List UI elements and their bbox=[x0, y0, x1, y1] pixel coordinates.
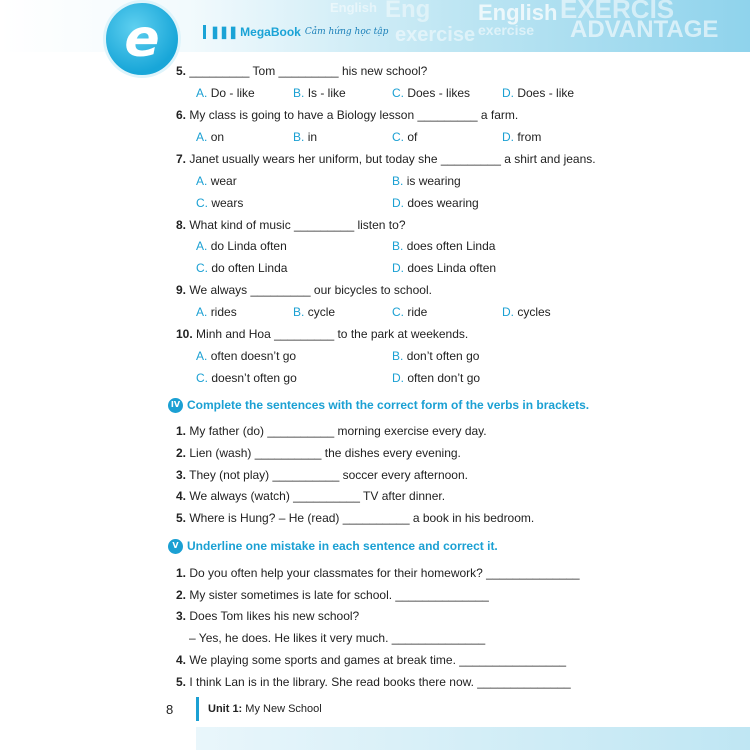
option-text: Do - like bbox=[210, 86, 255, 100]
exercise-item bbox=[176, 566, 580, 580]
option bbox=[392, 261, 496, 275]
exercise-item bbox=[189, 631, 485, 645]
question-number: 5. bbox=[176, 64, 187, 78]
option-letter: A. bbox=[196, 305, 208, 319]
option-letter: D. bbox=[502, 305, 514, 319]
brand-name: MegaBook bbox=[240, 25, 301, 39]
footer-unit bbox=[208, 703, 322, 715]
option bbox=[392, 196, 479, 210]
brand-slogan: Cảm hứng học tập bbox=[304, 27, 389, 37]
option bbox=[502, 86, 574, 100]
option bbox=[196, 196, 243, 210]
item-number: 3. bbox=[176, 468, 187, 482]
question bbox=[176, 152, 596, 166]
exercise-item bbox=[176, 446, 461, 460]
option-text: is wearing bbox=[406, 174, 461, 188]
option bbox=[196, 305, 237, 319]
exercise-item bbox=[176, 588, 489, 602]
exercise-item bbox=[176, 675, 571, 689]
option bbox=[502, 130, 541, 144]
item-text: I think Lan is in the library. She read books there now. ______________ bbox=[189, 675, 571, 689]
option-text: wears bbox=[211, 196, 244, 210]
option-text: ride bbox=[407, 305, 428, 319]
question-number: 6. bbox=[176, 108, 187, 122]
option bbox=[392, 130, 417, 144]
question bbox=[176, 108, 518, 122]
option bbox=[293, 130, 317, 144]
logo-letter: e bbox=[124, 9, 160, 69]
option bbox=[392, 349, 479, 363]
question bbox=[176, 218, 406, 232]
item-number: 4. bbox=[176, 489, 187, 503]
option-letter: B. bbox=[392, 174, 404, 188]
option-text: doesn’t often go bbox=[211, 371, 297, 385]
question-text: _________ Tom _________ his new school? bbox=[189, 64, 428, 78]
section-heading bbox=[168, 538, 498, 554]
option-text: wear bbox=[210, 174, 237, 188]
option-text: on bbox=[210, 130, 225, 144]
brand-bars-icon: ❚❚❚ bbox=[210, 25, 238, 39]
section-title: Complete the sentences with the correct form of the verbs in brackets. bbox=[187, 398, 590, 412]
option bbox=[392, 86, 470, 100]
watermark-text: exercise bbox=[395, 24, 476, 46]
option bbox=[502, 305, 551, 319]
option-letter: A. bbox=[196, 349, 208, 363]
option-text: don’t often go bbox=[406, 349, 480, 363]
option-text: rides bbox=[210, 305, 237, 319]
option bbox=[392, 305, 427, 319]
option-letter: D. bbox=[392, 196, 404, 210]
option-text: Does - likes bbox=[407, 86, 471, 100]
question-number: 9. bbox=[176, 283, 187, 297]
item-number: 2. bbox=[176, 588, 187, 602]
item-text: We always (watch) __________ TV after dinner. bbox=[189, 489, 446, 503]
question-number: 7. bbox=[176, 152, 187, 166]
option-text: cycle bbox=[307, 305, 336, 319]
question-text: Minh and Hoa _________ to the park at weekends. bbox=[196, 327, 469, 341]
option-letter: A. bbox=[196, 239, 208, 253]
question bbox=[176, 283, 432, 297]
footer-divider bbox=[196, 697, 199, 721]
option-letter: D. bbox=[502, 130, 514, 144]
option-text: Does - like bbox=[517, 86, 575, 100]
section-badge: V bbox=[168, 539, 183, 554]
item-number: 2. bbox=[176, 446, 187, 460]
option-letter: B. bbox=[293, 305, 305, 319]
option-letter: D. bbox=[502, 86, 514, 100]
option-text: do often Linda bbox=[211, 261, 288, 275]
option-letter: C. bbox=[392, 305, 404, 319]
question-text: We always _________ our bicycles to school. bbox=[189, 283, 432, 297]
item-number: 5. bbox=[176, 511, 187, 525]
item-text: We playing some sports and games at break time. ________________ bbox=[189, 653, 567, 667]
question bbox=[176, 327, 468, 341]
section-heading bbox=[168, 397, 589, 413]
option-letter: D. bbox=[392, 261, 404, 275]
unit-title: My New School bbox=[245, 703, 322, 715]
unit-label: Unit 1: bbox=[208, 703, 243, 715]
option-letter: C. bbox=[392, 86, 404, 100]
option bbox=[196, 239, 287, 253]
option-letter: C. bbox=[196, 261, 208, 275]
item-text: Where is Hung? – He (read) __________ a book in his bedroom. bbox=[189, 511, 535, 525]
option bbox=[293, 86, 346, 100]
item-number: 4. bbox=[176, 653, 187, 667]
exercise-item bbox=[176, 489, 445, 503]
option-letter: A. bbox=[196, 174, 208, 188]
item-number: 3. bbox=[176, 609, 187, 623]
option bbox=[196, 349, 296, 363]
option-letter: B. bbox=[392, 239, 404, 253]
option-text: does wearing bbox=[407, 196, 479, 210]
page-number: 8 bbox=[166, 702, 174, 717]
option-text: often don’t go bbox=[407, 371, 481, 385]
section-badge: IV bbox=[168, 398, 183, 413]
option-letter: C. bbox=[392, 130, 404, 144]
question-number: 8. bbox=[176, 218, 187, 232]
question bbox=[176, 64, 427, 78]
option-text: often doesn’t go bbox=[210, 349, 297, 363]
watermark-text: Eng bbox=[385, 0, 431, 23]
option-letter: C. bbox=[196, 196, 208, 210]
item-text: Does Tom likes his new school? bbox=[189, 609, 360, 623]
option-letter: B. bbox=[293, 130, 305, 144]
exercise-item bbox=[176, 609, 359, 623]
option bbox=[196, 174, 237, 188]
watermark-text: English bbox=[330, 0, 377, 15]
option bbox=[392, 239, 495, 253]
question-number: 10. bbox=[176, 327, 193, 341]
option-letter: B. bbox=[392, 349, 404, 363]
option-text: does Linda often bbox=[407, 261, 497, 275]
option-text: Is - like bbox=[307, 86, 346, 100]
item-number: 1. bbox=[176, 566, 187, 580]
question-text: Janet usually wears her uniform, but today she _________ a shirt and jeans. bbox=[189, 152, 596, 166]
watermark-text: EXERCIS bbox=[560, 0, 675, 24]
option-letter: C. bbox=[196, 371, 208, 385]
item-text: My sister sometimes is late for school. ______________ bbox=[189, 588, 489, 602]
exercise-item bbox=[176, 468, 468, 482]
exercise-item bbox=[176, 511, 534, 525]
item-text: Do you often help your classmates for their homework? ______________ bbox=[189, 566, 580, 580]
option bbox=[392, 174, 461, 188]
watermark-text: exercise bbox=[478, 22, 535, 38]
option-letter: A. bbox=[196, 130, 208, 144]
option bbox=[392, 371, 480, 385]
option bbox=[196, 261, 287, 275]
item-text: Lien (wash) __________ the dishes every evening. bbox=[189, 446, 461, 460]
watermark-text: English bbox=[478, 0, 558, 25]
option-text: does often Linda bbox=[406, 239, 496, 253]
section-title: Underline one mistake in each sentence and correct it. bbox=[187, 539, 498, 553]
option-letter: B. bbox=[293, 86, 305, 100]
question-text: My class is going to have a Biology lesson _________ a farm. bbox=[189, 108, 519, 122]
footer-band bbox=[196, 727, 750, 750]
option bbox=[196, 371, 297, 385]
option-letter: A. bbox=[196, 86, 208, 100]
option-text: do Linda often bbox=[210, 239, 287, 253]
item-text: – Yes, he does. He likes it very much. ______________ bbox=[189, 631, 486, 645]
item-number: 5. bbox=[176, 675, 187, 689]
option bbox=[196, 86, 255, 100]
exercise-item bbox=[176, 424, 487, 438]
option-text: from bbox=[517, 130, 542, 144]
item-text: They (not play) __________ soccer every afternoon. bbox=[189, 468, 468, 482]
option-text: cycles bbox=[517, 305, 551, 319]
option-text: of bbox=[407, 130, 418, 144]
question-text: What kind of music _________ listen to? bbox=[189, 218, 406, 232]
item-text: My father (do) __________ morning exercise every day. bbox=[189, 424, 487, 438]
watermark-text: ADVANTAGE bbox=[570, 16, 719, 43]
option-text: in bbox=[307, 130, 318, 144]
option-letter: D. bbox=[392, 371, 404, 385]
item-number: 1. bbox=[176, 424, 187, 438]
option bbox=[293, 305, 335, 319]
option bbox=[196, 130, 224, 144]
exercise-item bbox=[176, 653, 566, 667]
